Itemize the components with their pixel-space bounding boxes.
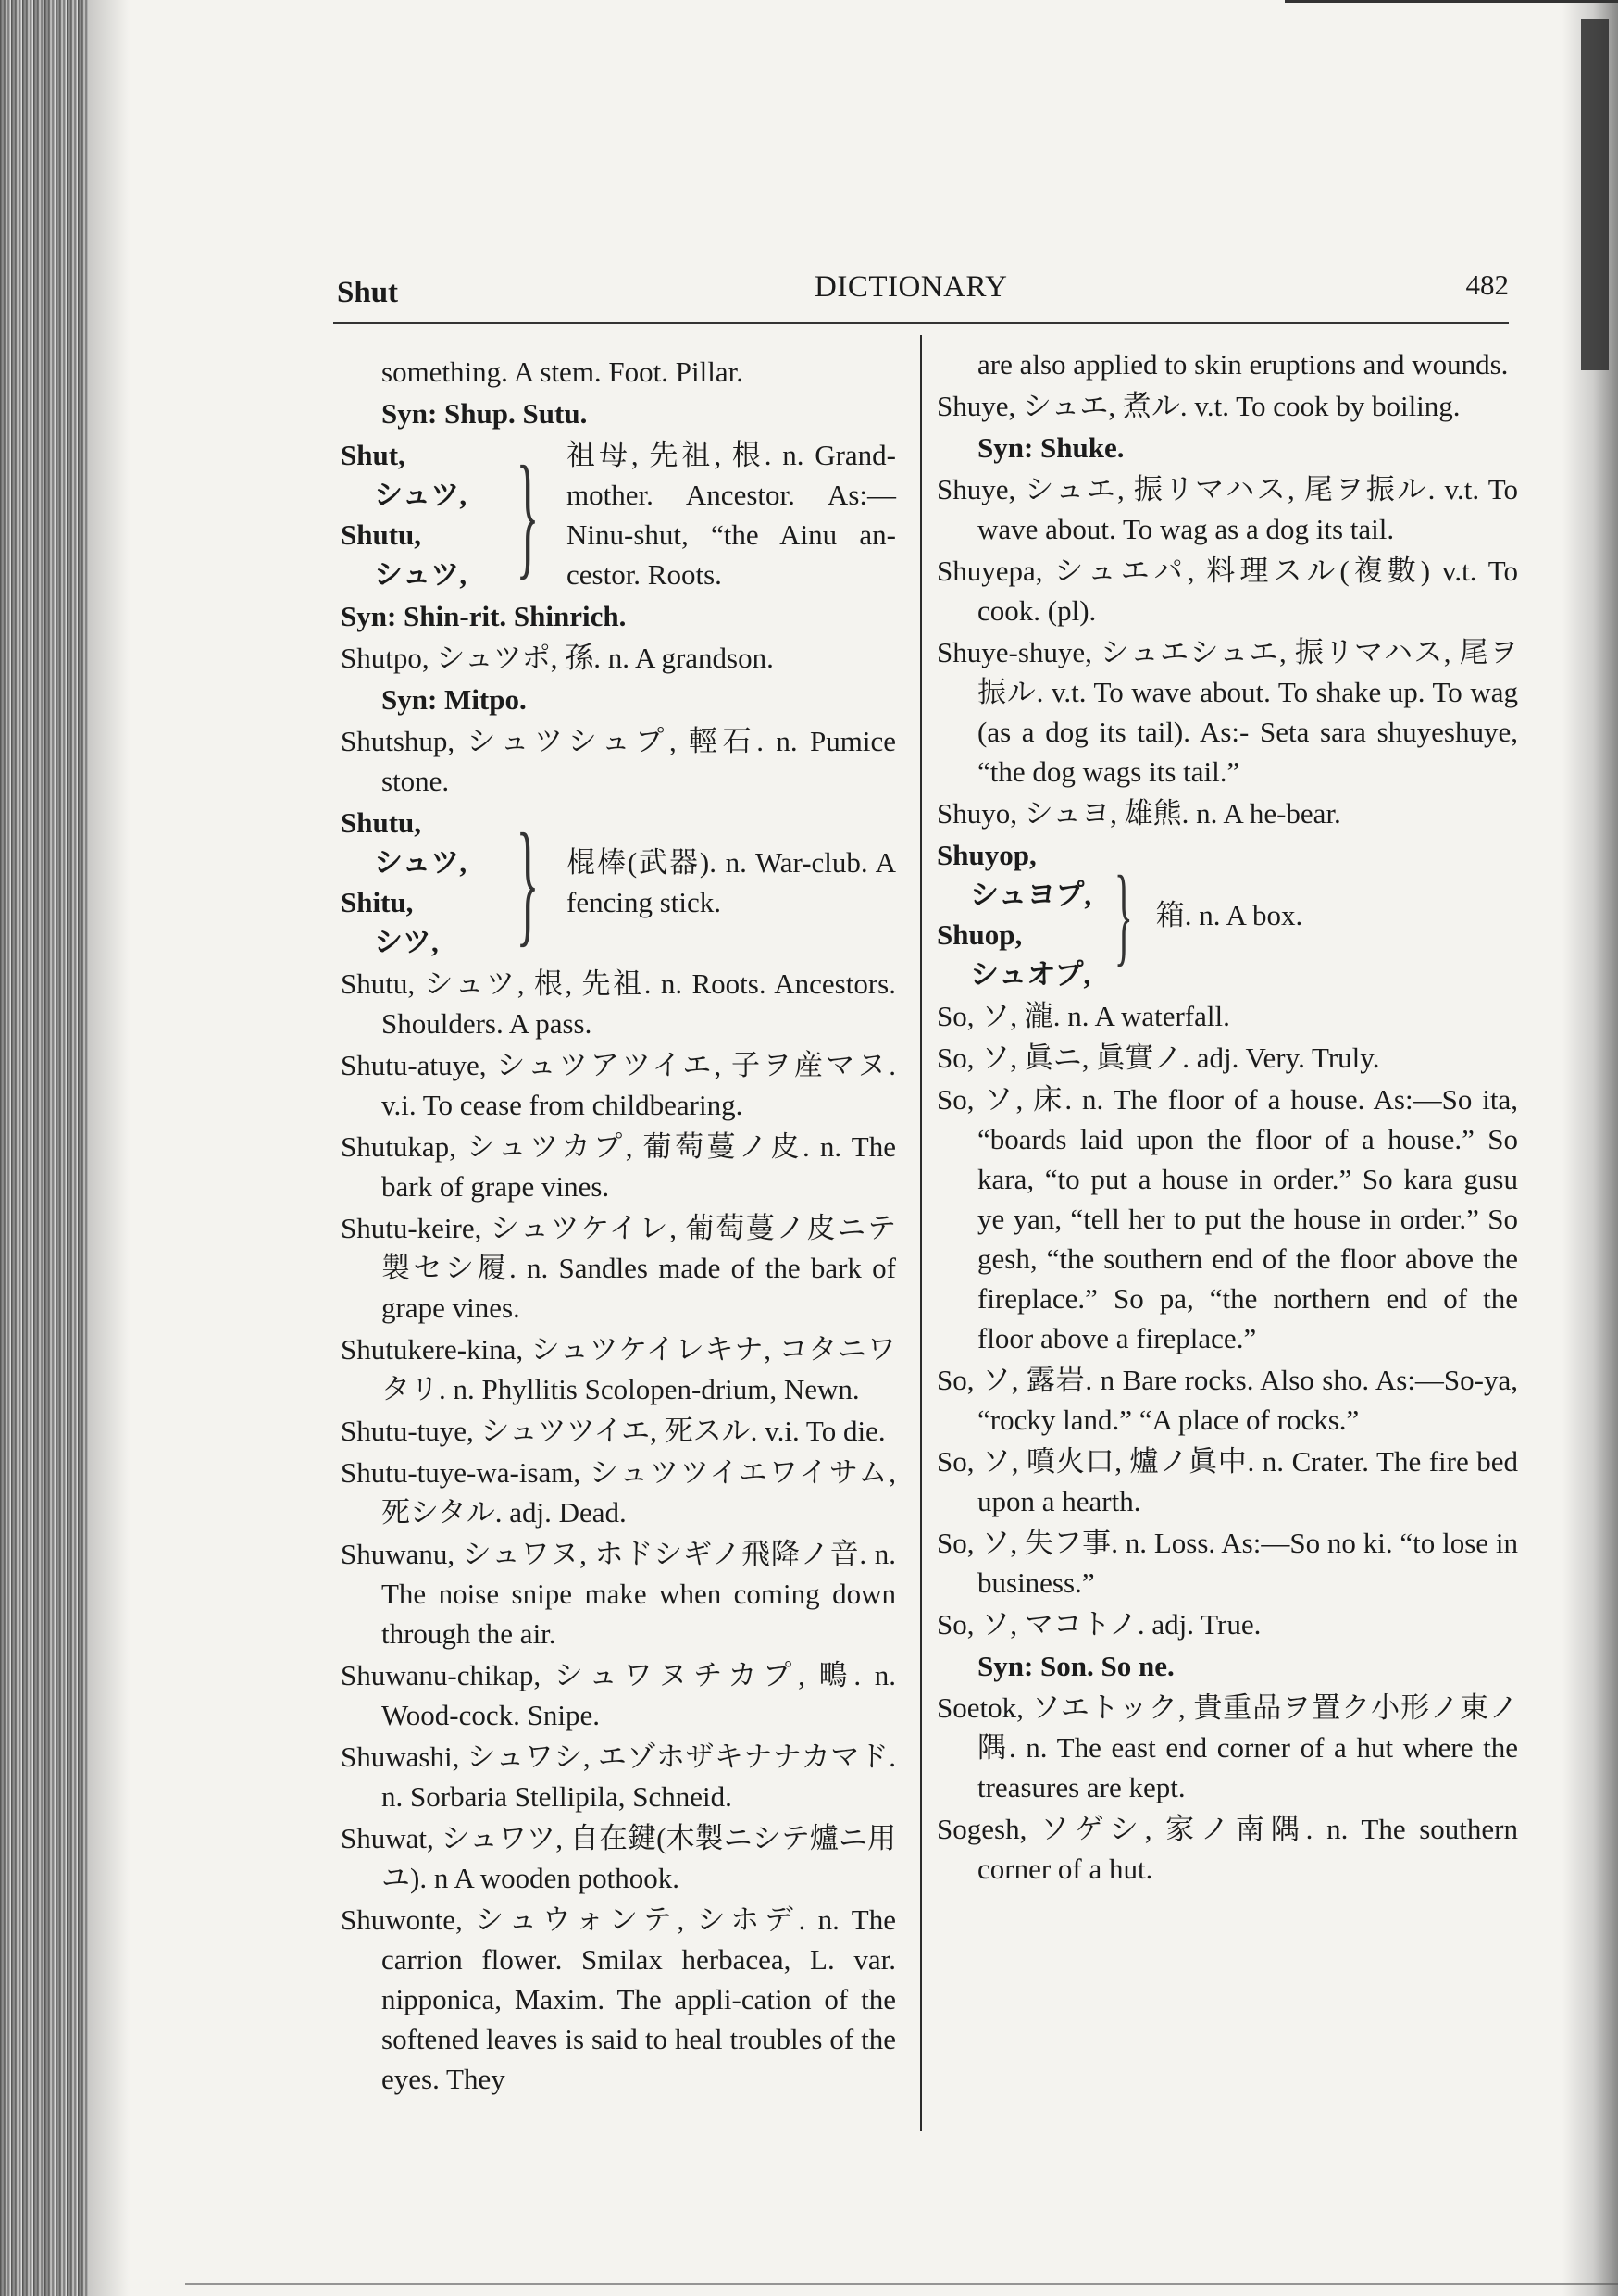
- entry-shuyo: Shuyo, シュヨ, 雄熊. n. A he-bear.: [937, 797, 1341, 830]
- synonym-line: Syn: Shup. Sutu.: [381, 397, 588, 430]
- column-divider: [920, 335, 922, 2131]
- left-column: [341, 352, 896, 2101]
- synonym-line: Syn: Mitpo.: [381, 683, 527, 716]
- page-header: [333, 267, 1509, 315]
- entry-shuye-shuye: Shuye-shuye, シュエシュエ, 振リマハス, 尾ヲ振ル. v.t. To wave about. To shake up. To wag (as a dog its tail). As:- Seta sara shuyeshuye, “the dog wags its tail.”: [937, 636, 1518, 788]
- entry-shutu-keire: Shutu-keire, シュツケイレ, 葡萄蔓ノ皮ニテ製セシ履. n. Sandles made of the bark of grape vines.: [341, 1212, 896, 1324]
- entry-soetok: Soetok, ソエトック, 貴重品ヲ置ク小形ノ東ノ隅. n. The east end corner of a hut where the treasures are kept.: [937, 1691, 1518, 1803]
- headword: Shutu,: [341, 518, 422, 551]
- entry-group-shuyop-shuop: [937, 835, 1518, 994]
- brace: }: [516, 805, 540, 959]
- running-title: DICTIONARY: [815, 270, 1008, 304]
- entry-sogesh: Sogesh, ソゲシ, 家ノ南隅. n. The southern corner of a hut.: [937, 1813, 1518, 1885]
- scan-left-shadow: [88, 0, 130, 2296]
- headword-kana: シツ,: [374, 926, 439, 958]
- entry-shuwonte: Shuwonte, シュウォンテ, シホデ. n. The carrion flower. Smilax herbacea, L. var. nipponica, Maxim. The appli-cation of the softened leaves is said to heal troubles of the eyes. They: [341, 1903, 896, 2095]
- brace: }: [1114, 853, 1134, 976]
- entry-so-floor: So, ソ, 床. n. The floor of a house. As:—So ita, “boards laid upon the floor of a house.” So kara, “to put a house in order.” So kara gusu ye yan, “tell her to put the house in order.” So gesh, “the southern end of the floor above the fireplace.” So pa, “the northern end of the floor above a fireplace.”: [937, 1083, 1518, 1354]
- scan-right-mark: [1581, 19, 1609, 370]
- headword: Shut,: [341, 439, 405, 471]
- right-column: [937, 344, 1518, 1890]
- entry-shutu-tuye-wa-isam: Shutu-tuye-wa-isam, シュツツイエワイサム, 死シタル. adj. Dead.: [341, 1456, 896, 1529]
- entry-shuwanu: Shuwanu, シュワヌ, ホドシギノ飛降ノ音. n. The noise snipe make when coming down through the air.: [341, 1538, 896, 1650]
- synonym-line: Syn: Son. So ne.: [977, 1650, 1175, 1682]
- headword-kana: シュツ,: [374, 846, 467, 879]
- header-rule: [333, 322, 1509, 324]
- headword: Shutu,: [341, 806, 422, 839]
- entry-shutu: Shutu, シュツ, 根, 先祖. n. Roots. Ancestors. Shoulders. A pass.: [341, 967, 896, 1040]
- entry-group-shutu-shitu: [341, 803, 896, 962]
- entry-shutu-atuye: Shutu-atuye, シュツアツイエ, 子ヲ産マヌ. v.i. To cease from childbearing.: [341, 1049, 896, 1121]
- headword-kana: シュオプ,: [970, 958, 1091, 991]
- entry-so-crater: So, ソ, 噴火口, 爐ノ眞中. n. Crater. The fire bed upon a hearth.: [937, 1445, 1518, 1517]
- definition: 箱. n. A box.: [1155, 898, 1303, 931]
- entry-shuye-wave: Shuye, シュエ, 振リマハス, 尾ヲ振ル. v.t. To wave about. To wag as a dog its tail.: [937, 473, 1518, 545]
- scan-top-line: [1285, 0, 1618, 3]
- entry-so-rocks: So, ソ, 露岩. n Bare rocks. Also sho. As:—So-ya, “rocky land.” “A place of rocks.”: [937, 1364, 1518, 1436]
- entry-shuwat: Shuwat, シュワツ, 自在鍵(木製ニシテ爐ニ用ユ). n A wooden pothook.: [341, 1822, 896, 1894]
- entry-so-truly: So, ソ, 眞ニ, 眞實ノ. adj. Very. Truly.: [937, 1042, 1380, 1074]
- entry-shutshup: Shutshup, シュツシュプ, 輕石. n. Pumice stone.: [341, 725, 896, 797]
- headword-kana: シュツ,: [374, 558, 467, 591]
- continued-text: are also applied to skin eruptions and wounds.: [977, 348, 1509, 381]
- continued-text: something. A stem. Foot. Pillar.: [381, 356, 743, 388]
- headword: Shuyop,: [937, 839, 1037, 871]
- group-headwords: [937, 835, 1091, 994]
- brace: }: [516, 438, 540, 592]
- entry-so-waterfall: So, ソ, 瀧. n. A waterfall.: [937, 1000, 1230, 1032]
- entry-so-true: So, ソ, マコトノ. adj. True.: [937, 1608, 1262, 1641]
- synonym-line: Syn: Shin-rit. Shinrich.: [341, 600, 627, 632]
- guide-word: Shut: [337, 276, 399, 309]
- page-number: 482: [1465, 268, 1509, 301]
- group-headwords: [341, 803, 489, 962]
- definition: 棍棒(武器). n. War-club. A fencing stick.: [566, 846, 896, 918]
- headword: Shitu,: [341, 886, 414, 918]
- synonym-line: Syn: Shuke.: [977, 431, 1125, 464]
- headword: Shuop,: [937, 918, 1023, 951]
- entry-shutpo: Shutpo, シュツポ, 孫. n. A grandson.: [341, 642, 774, 674]
- entry-shuyepa: Shuyepa, シュエパ, 料理スル(複數) v.t. To cook. (pl).: [937, 555, 1518, 627]
- entry-shuwanu-chikap: Shuwanu-chikap, シュワヌチカプ, 鴫. n. Wood-cock. Snipe.: [341, 1659, 896, 1731]
- definition: 祖母, 先祖, 根. n. Grand-mother. Ancestor. As:— Ninu-shut, “the Ainu an-cestor. Roots.: [566, 439, 896, 591]
- entry-shutu-tuye: Shutu-tuye, シュツツイエ, 死スル. v.i. To die.: [341, 1415, 886, 1447]
- group-headwords: [341, 435, 489, 594]
- entry-so-loss: So, ソ, 失フ事. n. Loss. As:—So no ki. “to lose in business.”: [937, 1527, 1518, 1599]
- scan-left-edge: [0, 0, 88, 2296]
- scan-bottom-line: [185, 2283, 1618, 2285]
- entry-group-shut: [341, 435, 896, 594]
- entry-shuye-cook: Shuye, シュエ, 煮ル. v.t. To cook by boiling.: [937, 390, 1461, 422]
- headword-kana: シュヨプ,: [970, 879, 1092, 911]
- headword-kana: シュツ,: [374, 479, 467, 511]
- entry-shutukere-kina: Shutukere-kina, シュツケイレキナ, コタニワタリ. n. Phyllitis Scolopen-drium, Newn.: [341, 1333, 896, 1405]
- entry-shuwashi: Shuwashi, シュワシ, エゾホザキナナカマド. n. Sorbaria Stellipila, Schneid.: [341, 1741, 896, 1813]
- entry-shutukap: Shutukap, シュツカプ, 葡萄蔓ノ皮. n. The bark of grape vines.: [341, 1130, 896, 1203]
